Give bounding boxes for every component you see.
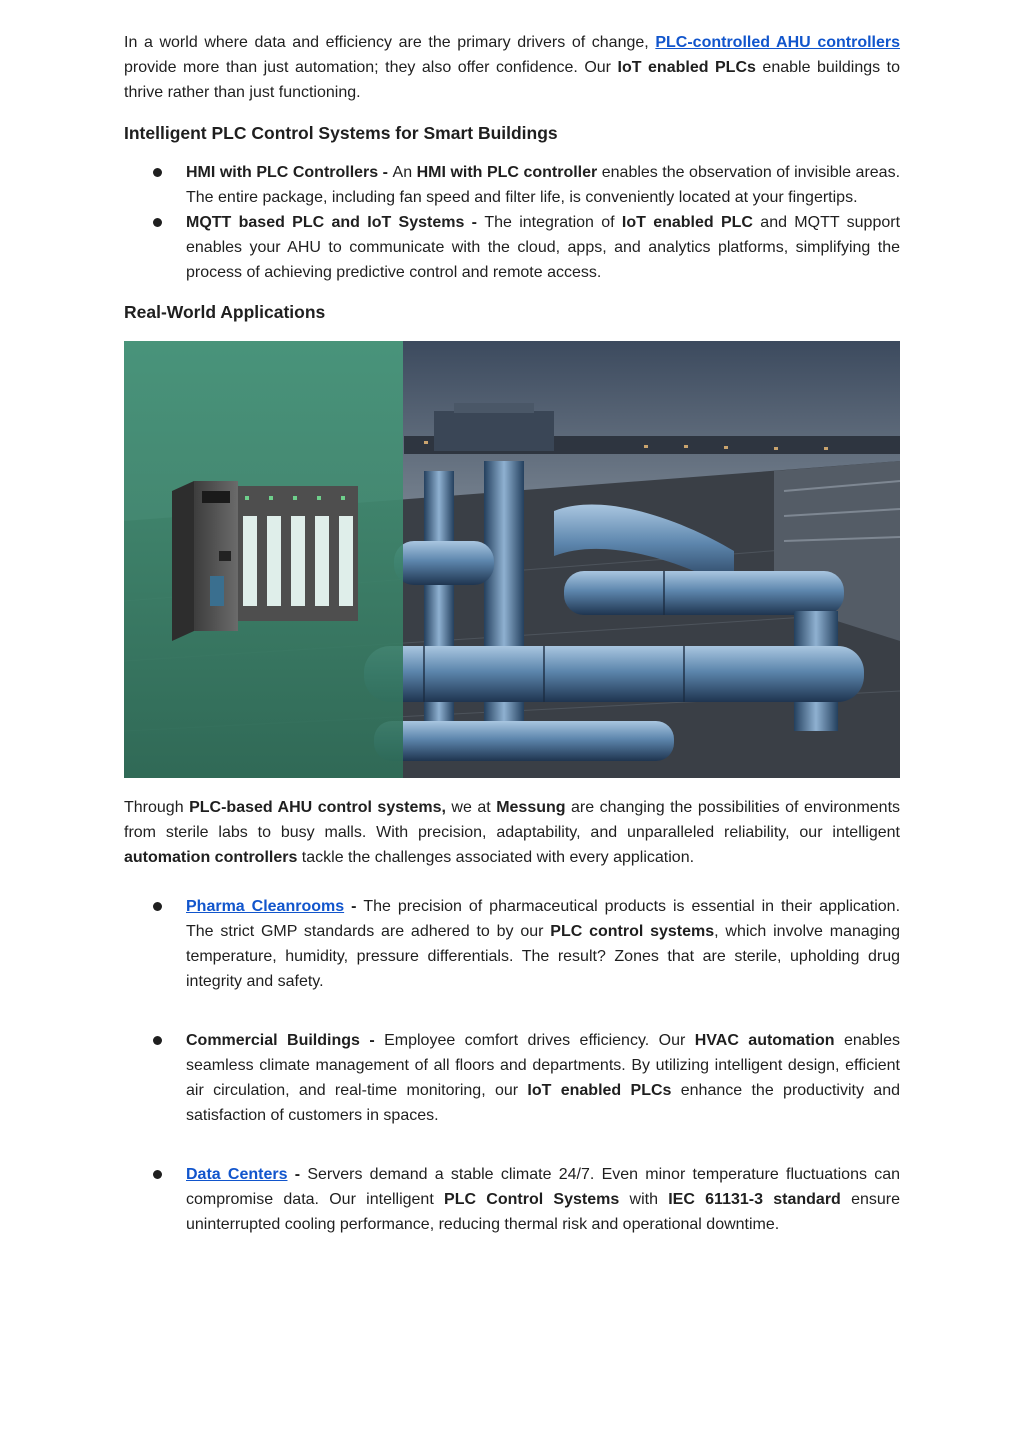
data-centers-link[interactable]: Data Centers [186, 1166, 288, 1183]
intro-paragraph [124, 30, 900, 105]
list-item-commercial [124, 1028, 900, 1128]
body-text-2: we at [445, 799, 497, 816]
item-bold: HMI with PLC controller [416, 164, 598, 181]
item-text-3: ensure uninterrupted cooling performance, reducing thermal risk and operational downtime. [186, 1191, 900, 1233]
body-text-3: are changing the possibilities of environments from sterile labs to busy malls. With precision, adaptability, and unparalleled reliability, our intelligent [124, 799, 901, 841]
item-lead: HMI with PLC Controllers - [186, 164, 393, 181]
body-text-4: tackle the challenges associated with every application. [297, 849, 695, 866]
item-bold-2: IoT enabled PLCs [527, 1082, 672, 1099]
bullet-icon [153, 902, 162, 911]
item-lead: Commercial Buildings - [186, 1032, 385, 1049]
plc-device [172, 481, 358, 641]
item-text-2: enables the observation of invisible areas. The entire package, including fan speed and filter life, is conveniently located at your fingertips. [186, 164, 901, 206]
list-item-pharma [124, 894, 900, 994]
plc-ahu-controllers-link[interactable]: PLC-controlled AHU controllers [655, 34, 901, 51]
list-item-data-centers [124, 1162, 900, 1237]
section-heading-intelligent-plc: Intelligent PLC Control Systems for Smart Buildings [124, 123, 558, 143]
item-text: The integration of [484, 214, 622, 231]
intro-text-2: provide more than just automation; they also offer confidence. Our [124, 59, 618, 76]
item-bold: PLC Control Systems [444, 1191, 620, 1208]
company-name: Messung [496, 799, 566, 816]
list-item [124, 210, 900, 285]
item-bold: PLC control systems [550, 923, 715, 940]
item-text: Employee comfort drives efficiency. Our [384, 1032, 695, 1049]
messung-paragraph [124, 795, 900, 870]
bullet-icon [153, 218, 162, 227]
body-text: Through [124, 799, 190, 816]
item-bold-2: IEC 61131-3 standard [668, 1191, 841, 1208]
item-text-3: enhance the productivity and satisfaction of customers in spaces. [186, 1082, 900, 1124]
item-text-2: and MQTT support enables your AHU to communicate with the cloud, apps, and analytics platforms, simplifying the process of achieving predictive control and remote access. [186, 214, 901, 281]
intro-text: In a world where data and efficiency are the primary drivers of change, [124, 34, 656, 51]
section-heading-real-world: Real-World Applications [124, 302, 326, 322]
item-text-2: enables seamless climate management of all floors and departments. By utilizing intelligent design, efficient air circulation, and real-time monitoring, our [186, 1032, 901, 1099]
pharma-cleanrooms-link[interactable]: Pharma Cleanrooms [186, 898, 345, 915]
bullet-icon [153, 1170, 162, 1179]
document-content [124, 30, 900, 1237]
plc-hvac-ductwork-image [124, 341, 900, 778]
applications-list [124, 894, 900, 1237]
item-bold: HVAC automation [694, 1032, 835, 1049]
ductwork-illustration [124, 341, 900, 778]
intro-bold: IoT enabled PLCs [617, 59, 756, 76]
bullet-icon [153, 168, 162, 177]
item-text: The precision of pharmaceutical products is essential in their application. The strict GMP standards are adhered to by our [186, 898, 901, 940]
features-list [124, 160, 900, 285]
item-text-2: , which involve managing temperature, humidity, pressure differentials. The result? Zones that are sterile, upholding drug integrity and safety. [186, 923, 901, 990]
intro-text-3: enable buildings to thrive rather than just functioning. [124, 59, 901, 101]
body-bold: PLC-based AHU control systems, [189, 799, 446, 816]
bullet-icon [153, 1036, 162, 1045]
item-text-2: with [619, 1191, 669, 1208]
item-text: An [392, 164, 417, 181]
list-item [124, 160, 900, 210]
item-separator: - [344, 898, 364, 915]
item-bold: IoT enabled PLC [621, 214, 753, 231]
body-bold-2: automation controllers [124, 849, 298, 866]
item-lead: MQTT based PLC and IoT Systems - [186, 214, 485, 231]
item-text: Servers demand a stable climate 24/7. Even minor temperature fluctuations can compromise data. Our intelligent [186, 1166, 901, 1208]
item-separator: - [287, 1166, 308, 1183]
